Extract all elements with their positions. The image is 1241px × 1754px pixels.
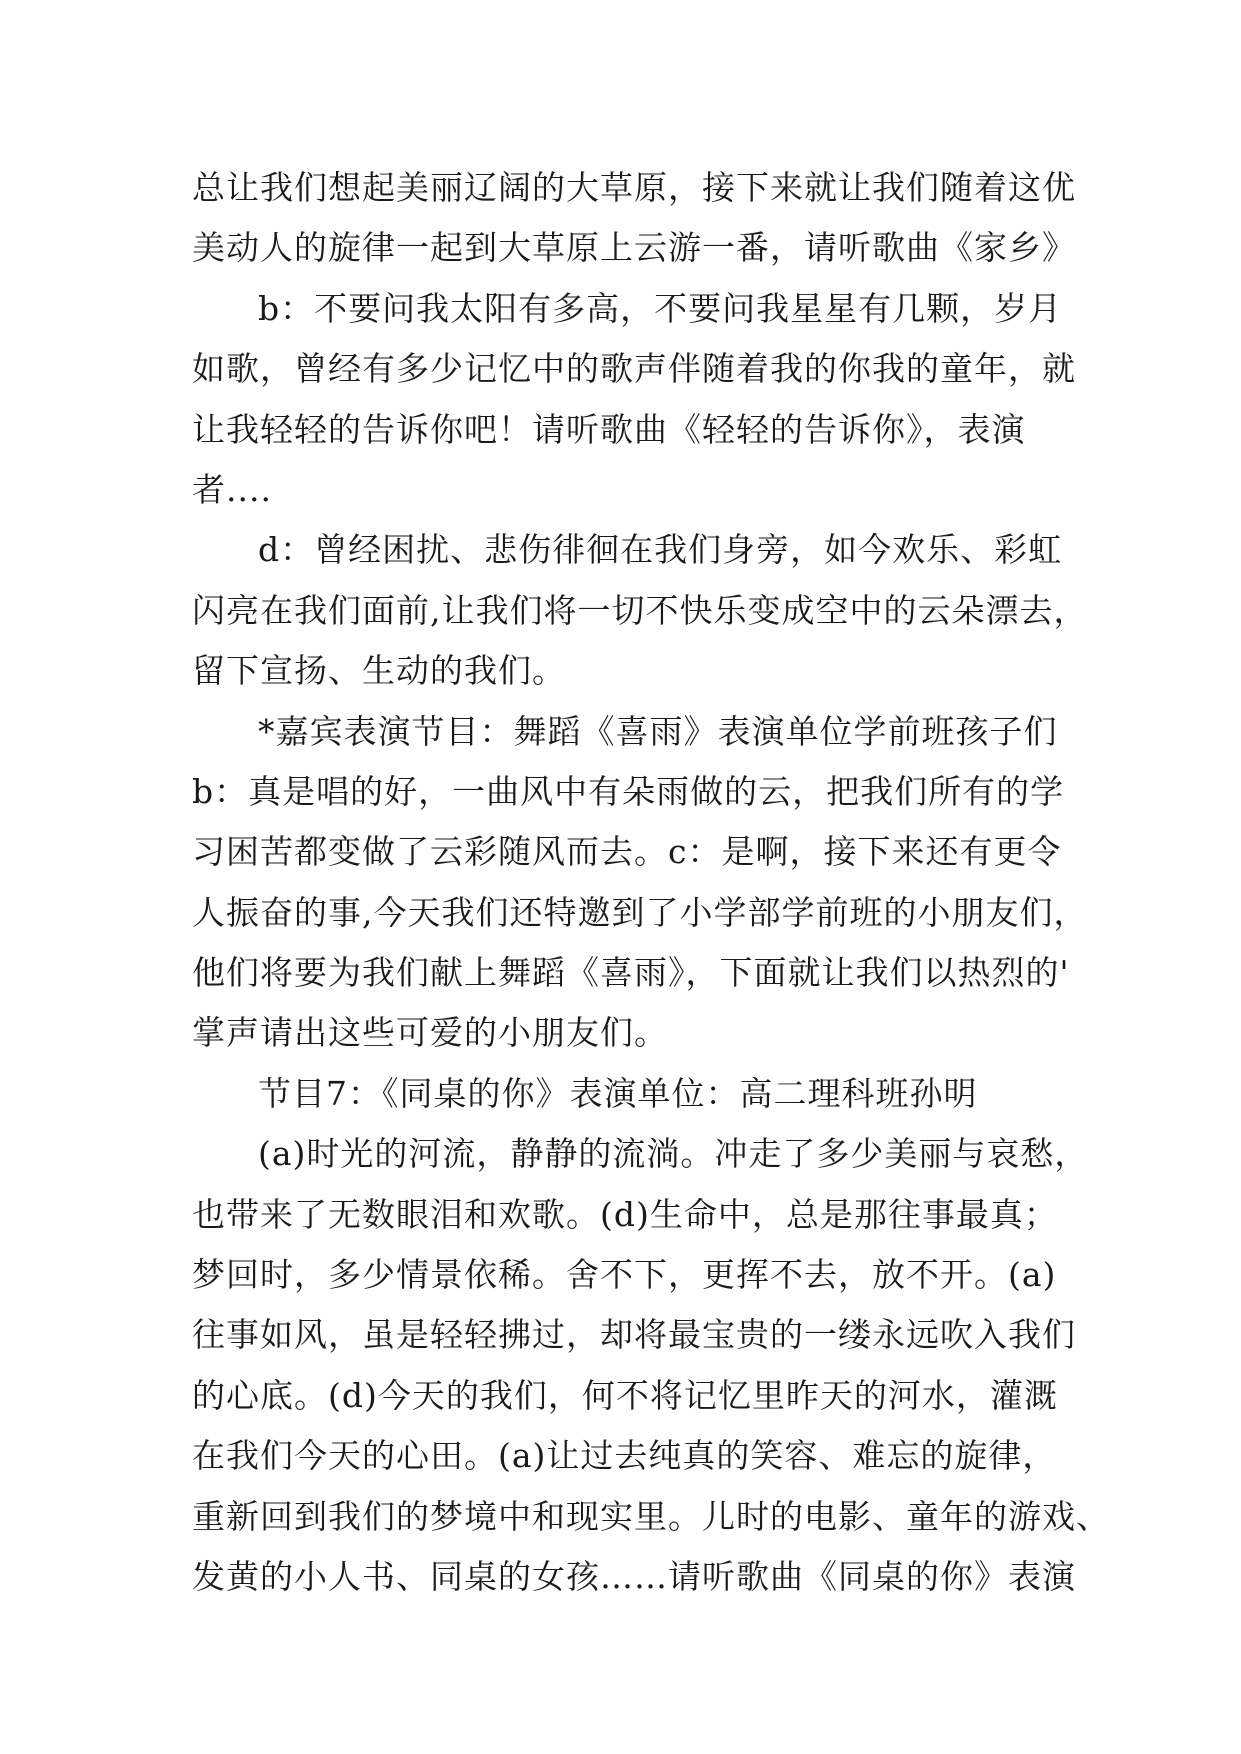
text-line: 留下宣扬、生动的我们。 (192, 651, 566, 691)
text-line: b：真是唱的好，一曲风中有朵雨做的云，把我们所有的学 (192, 771, 1065, 811)
text-line: 总让我们想起美丽辽阔的大草原，接下来就让我们随着这优 (192, 168, 1076, 207)
text-line: 美动人的旋律一起到大草原上云游一番，请听歌曲《家乡》 (192, 228, 1076, 268)
text-line: 也带来了无数眼泪和欢歌。(d)生命中，总是那往事最真； (192, 1194, 1058, 1234)
text-line: 梦回时，多少情景依稀。舍不下，更挥不去，放不开。(a) (192, 1255, 1057, 1295)
text-line: 闪亮在我们面前,让我们将一切不快乐变成空中的云朵漂去， (192, 590, 1088, 630)
text-line: d：曾经困扰、悲伤徘徊在我们身旁，如今欢乐、彩虹 (258, 530, 1063, 570)
text-line: 他们将要为我们献上舞蹈《喜雨》，下面就让我们以热烈的' (192, 953, 1070, 993)
document-body (192, 158, 1110, 1607)
text-line: 重新回到我们的梦境中和现实里。儿时的电影、童年的游戏、 (192, 1496, 1110, 1536)
text-line: 发黄的小人书、同桌的女孩……请听歌曲《同桌的你》表演 (192, 1556, 1076, 1596)
text-line: b：不要问我太阳有多高，不要问我星星有几颗，岁月 (258, 288, 1063, 328)
text-line: 者.... (192, 469, 272, 509)
text-line: *嘉宾表演节目：舞蹈《喜雨》表演单位学前班孩子们 (258, 711, 1058, 751)
text-line: 掌声请出这些可爱的小朋友们。 (192, 1013, 668, 1053)
text-line: 让我轻轻的告诉你吧！请听歌曲《轻轻的告诉你》，表演 (192, 409, 1026, 449)
text-line: 人振奋的事,今天我们还特邀到了小学部学前班的小朋友们， (192, 892, 1088, 932)
text-line: (a)时光的河流，静静的流淌。冲走了多少美丽与哀愁， (258, 1134, 1089, 1174)
text-line: 的心底。(d)今天的我们，何不将记忆里昨天的河水，灌溉 (192, 1375, 1058, 1415)
text-line: 习困苦都变做了云彩随风而去。c：是啊，接下来还有更令 (192, 832, 1062, 872)
text-line: 如歌，曾经有多少记忆中的歌声伴随着我的你我的童年，就 (192, 349, 1076, 389)
text-line: 节目7：《同桌的你》表演单位：高二理科班孙明 (258, 1073, 978, 1113)
text-line: 在我们今天的心田。(a)让过去纯真的笑容、难忘的旋律， (192, 1436, 1057, 1476)
text-line: 往事如风，虽是轻轻拂过，却将最宝贵的一缕永远吹入我们 (192, 1315, 1076, 1355)
